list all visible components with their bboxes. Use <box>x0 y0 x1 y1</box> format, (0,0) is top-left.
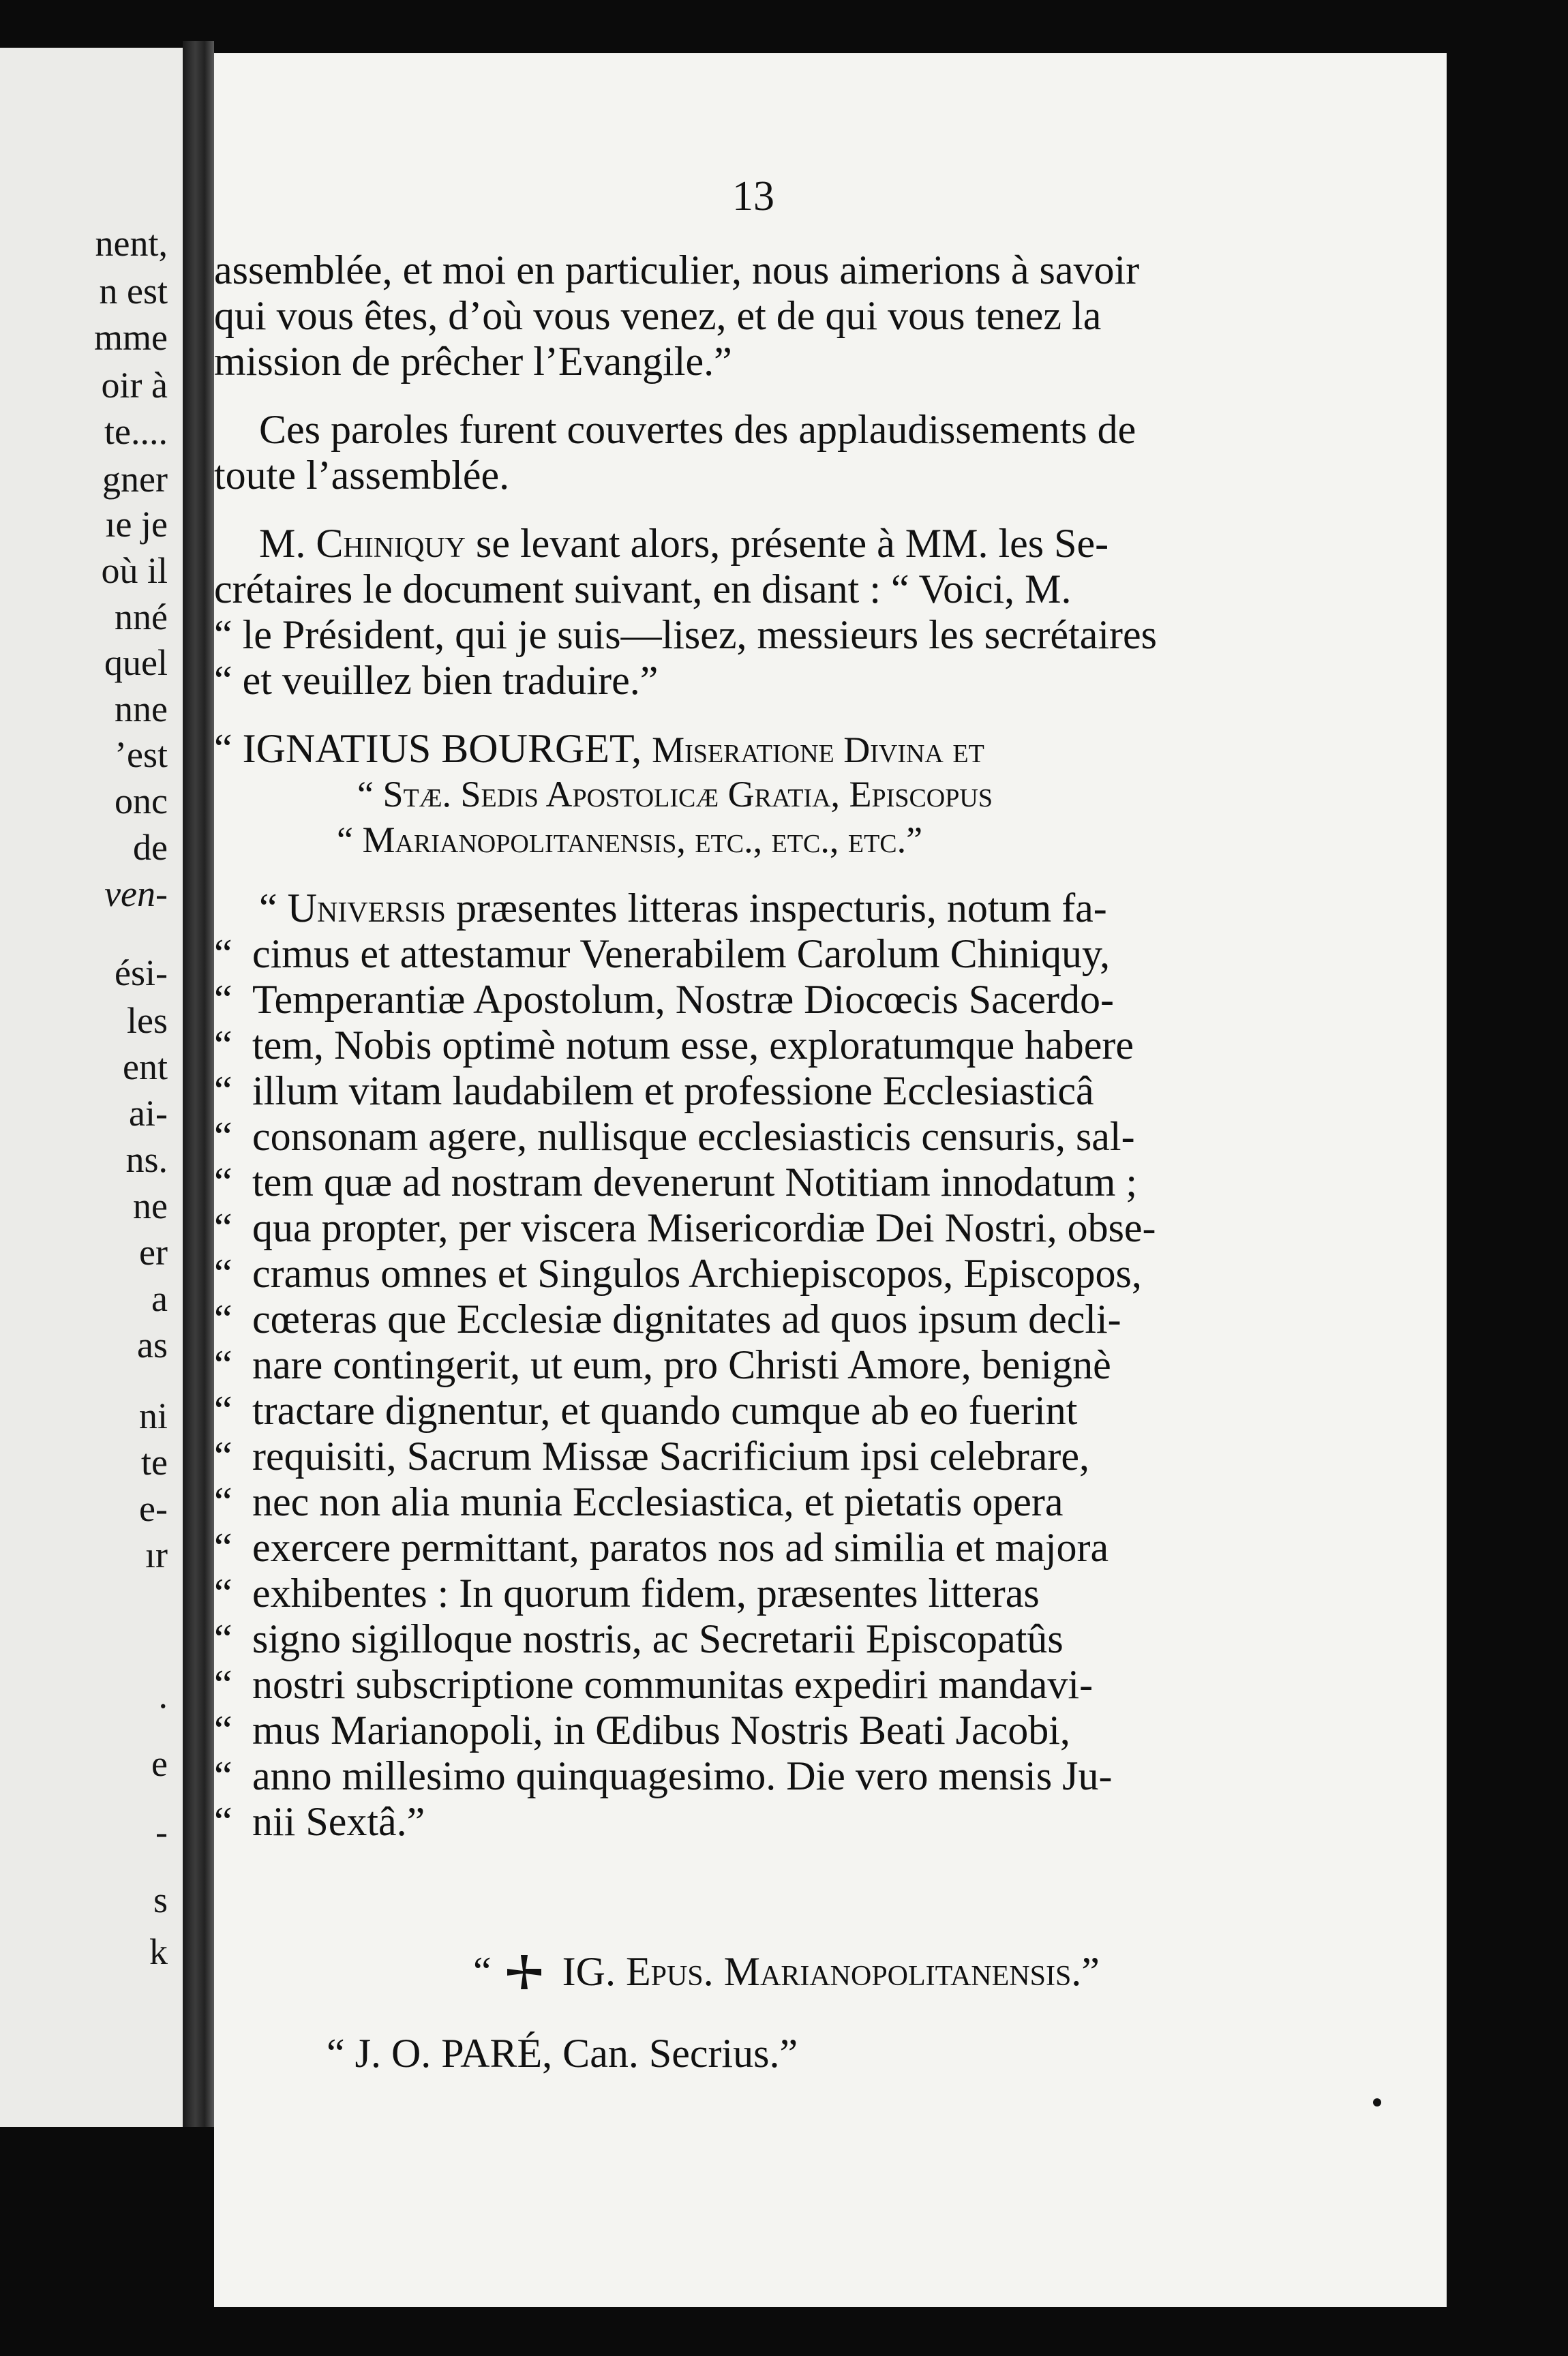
text-line: “ le Président, qui je suis—lisez, messieurs les secrétaires <box>214 612 1157 657</box>
paragraph-3: M. Chiniquy se levant alors, présente à MM. les Se- crétaires le document suivant, en disant : “ Voici, M. “ le Président, qui je suis—lisez, messieurs les secrétaires “ et veuillez bien traduire.” <box>214 521 1305 704</box>
ink-speck <box>1373 2098 1381 2106</box>
left-page-text-fragment: nné <box>115 596 168 637</box>
page-number: 13 <box>732 173 774 220</box>
left-page-text-fragment: onc <box>115 781 168 821</box>
latin-line: “ exercere permittant, paratos nos ad similia et majora <box>214 1525 1109 1570</box>
latin-line: “ tem, Nobis optimè notum esse, exploratumque habere <box>214 1023 1134 1068</box>
left-page-text-fragment: n est <box>99 271 168 312</box>
left-page-text-fragment: ai- <box>129 1093 168 1134</box>
left-page-text-fragment: a <box>151 1278 168 1319</box>
left-page-text-fragment: oir à <box>101 365 168 406</box>
left-page-text-fragment: les <box>127 1000 168 1041</box>
latin-line: “ Temperantiæ Apostolum, Nostræ Diocœcis Sacerdo- <box>214 977 1114 1022</box>
paragraph-2 <box>214 407 1305 498</box>
latin-line: “ cramus omnes et Singulos Archiepiscopos, Episcopos, <box>214 1251 1142 1296</box>
latin-line: “ nec non alia munia Ecclesiastica, et pietatis opera <box>214 1479 1064 1524</box>
bishop-heading: “ IGNATIUS BOURGET, Miseratione Divina et “ Stæ. Sedis Apostolicæ Gratia, Episcopus “ Marianopolitanensis, etc., etc., etc.” <box>214 726 993 860</box>
page-body <box>214 247 1305 1845</box>
text-line: “ et veuillez bien traduire.” <box>214 658 659 703</box>
latin-line: “ requisiti, Sacrum Missæ Sacrificium ipsi celebrare, <box>214 1434 1090 1479</box>
latin-line: “ mus Marianopoli, in Œdibus Nostris Beati Jacobi, <box>214 1708 1070 1753</box>
latin-line: “ cimus et attestamur Venerabilem Carolum Chiniquy, <box>214 931 1111 976</box>
left-page-text-fragment: ne <box>133 1185 168 1226</box>
text-line: assemblée, et moi en particulier, nous aimerions à savoir <box>214 247 1140 292</box>
left-page-text-fragment: ıe je <box>105 504 168 545</box>
left-page-text-fragment: ır <box>145 1535 168 1575</box>
paragraph-1 <box>214 247 1305 384</box>
latin-line: “ tem quæ ad nostram devenerunt Notitiam innodatum ; <box>214 1160 1138 1205</box>
right-page <box>214 53 1447 2307</box>
latin-line: “ signo sigilloque nostris, ac Secretarii Episcopatûs <box>214 1616 1064 1661</box>
text-line: qui vous êtes, d’où vous venez, et de qui vous tenez la <box>214 293 1102 338</box>
left-page-text-fragment: er <box>139 1232 168 1273</box>
bishop-signature: “ IG. Epus. Marianopolitanensis.” <box>473 1949 1100 1994</box>
latin-line: “ illum vitam laudabilem et professione Ecclesiasticâ <box>214 1068 1094 1113</box>
left-page-text-fragment: e- <box>139 1488 168 1529</box>
latin-line: “ tractare dignentur, et quando cumque ab eo fuerint <box>214 1388 1078 1433</box>
left-page-text-fragment: s <box>153 1879 168 1920</box>
left-page-fragment <box>0 48 183 2127</box>
left-page-text-fragment: gner <box>102 459 168 500</box>
cross-icon <box>506 1954 543 1991</box>
left-page-text-fragment: nent, <box>95 223 168 264</box>
left-page-text-fragment: e <box>151 1743 168 1784</box>
latin-line: “ nare contingerit, ut eum, pro Christi Amore, benignè <box>214 1342 1111 1387</box>
latin-letter: “ Universis præsentes litteras inspecturis, notum fa- “ cimus et attestamur Venerabilem Carolum Chiniquy, “ Temperantiæ Apostolum, Nostræ Diocœcis Sacerdo- “ tem, Nobis optimè notum esse, exploratumque habere “ illum vitam laudabilem et professione Ecclesiasticâ “ consonam agere, nullisque ecclesiasticis censuris, sal- “ tem quæ ad nostram devenerunt Notitiam innodatum ; “ qua propter, per viscera Misericordiæ Dei Nostri, obse- “ cramus omnes et Singulos Archiepiscopos, Episcopos, “ cœteras que Ecclesiæ dignitates ad quos ipsum decli- “ nare contingerit, ut eum, pro Christi Amore, benignè “ tractare dignentur, et quando cumque ab eo fuerint “ requisiti, Sacrum Missæ Sacrificium ipsi celebrare, “ nec non alia munia Ecclesiastica, et pietatis opera “ exercere permittant, paratos nos ad similia et majora “ exhibentes : In quorum fidem, præsentes litteras “ signo sigilloque nostris, ac Secretarii Episcopatûs “ nostri subscriptione communitas expediri mandavi- “ mus Marianopoli, in Œdibus Nostris Beati Jacobi, “ anno millesimo quinquagesimo. Die vero mensis Ju- “ nii Sextâ.” <box>214 886 1305 1845</box>
left-page-text-fragment: ési- <box>115 952 168 993</box>
left-page-text-fragment: - <box>155 1811 168 1852</box>
left-page-text-fragment: te <box>141 1442 168 1483</box>
left-page-text-fragment: ni <box>138 1395 168 1436</box>
left-page-text-fragment: quel <box>104 642 168 683</box>
text-line: crétaires le document suivant, en disant : “ Voici, M. <box>214 567 1072 611</box>
secretary-signature: “ J. O. PARÉ, Can. Secrius.” <box>327 2031 798 2076</box>
text-line: mission de prêcher l’Evangile.” <box>214 339 732 384</box>
left-page-text-fragment: ns. <box>125 1139 168 1180</box>
left-page-text-fragment: où il <box>101 550 168 591</box>
latin-line: “ anno millesimo quinquagesimo. Die vero mensis Ju- <box>214 1753 1113 1798</box>
left-page-text-fragment: ven- <box>104 873 168 914</box>
latin-line: “ exhibentes : In quorum fidem, præsentes litteras <box>214 1571 1040 1616</box>
latin-line: “ nii Sextâ.” <box>214 1799 425 1844</box>
left-page-text-fragment: de <box>133 827 168 868</box>
text-line: Ces paroles furent couvertes des applaudissements de <box>259 407 1136 452</box>
left-page-text-fragment: mme <box>94 317 168 358</box>
latin-line: “ qua propter, per viscera Misericordiæ Dei Nostri, obse- <box>214 1205 1156 1250</box>
left-page-text-fragment: k <box>149 1931 168 1972</box>
left-page-text-fragment: nne <box>115 689 168 729</box>
left-page-text-fragment: ent <box>123 1046 168 1087</box>
latin-line: “ consonam agere, nullisque ecclesiasticis censuris, sal- <box>214 1114 1135 1159</box>
latin-line: “ cœteras que Ecclesiæ dignitates ad quos ipsum decli- <box>214 1297 1121 1342</box>
latin-line: “ nostri subscriptione communitas expediri mandavi- <box>214 1662 1094 1707</box>
speaker-name: Chiniquy <box>316 521 466 566</box>
left-page-text-fragment: te.... <box>104 411 168 452</box>
book-gutter <box>183 41 214 2127</box>
left-page-text-fragment: ’est <box>115 734 168 775</box>
left-page-text-fragment: . <box>158 1675 168 1716</box>
text-line: toute l’assemblée. <box>214 453 510 498</box>
left-page-text-fragment: as <box>137 1325 168 1365</box>
